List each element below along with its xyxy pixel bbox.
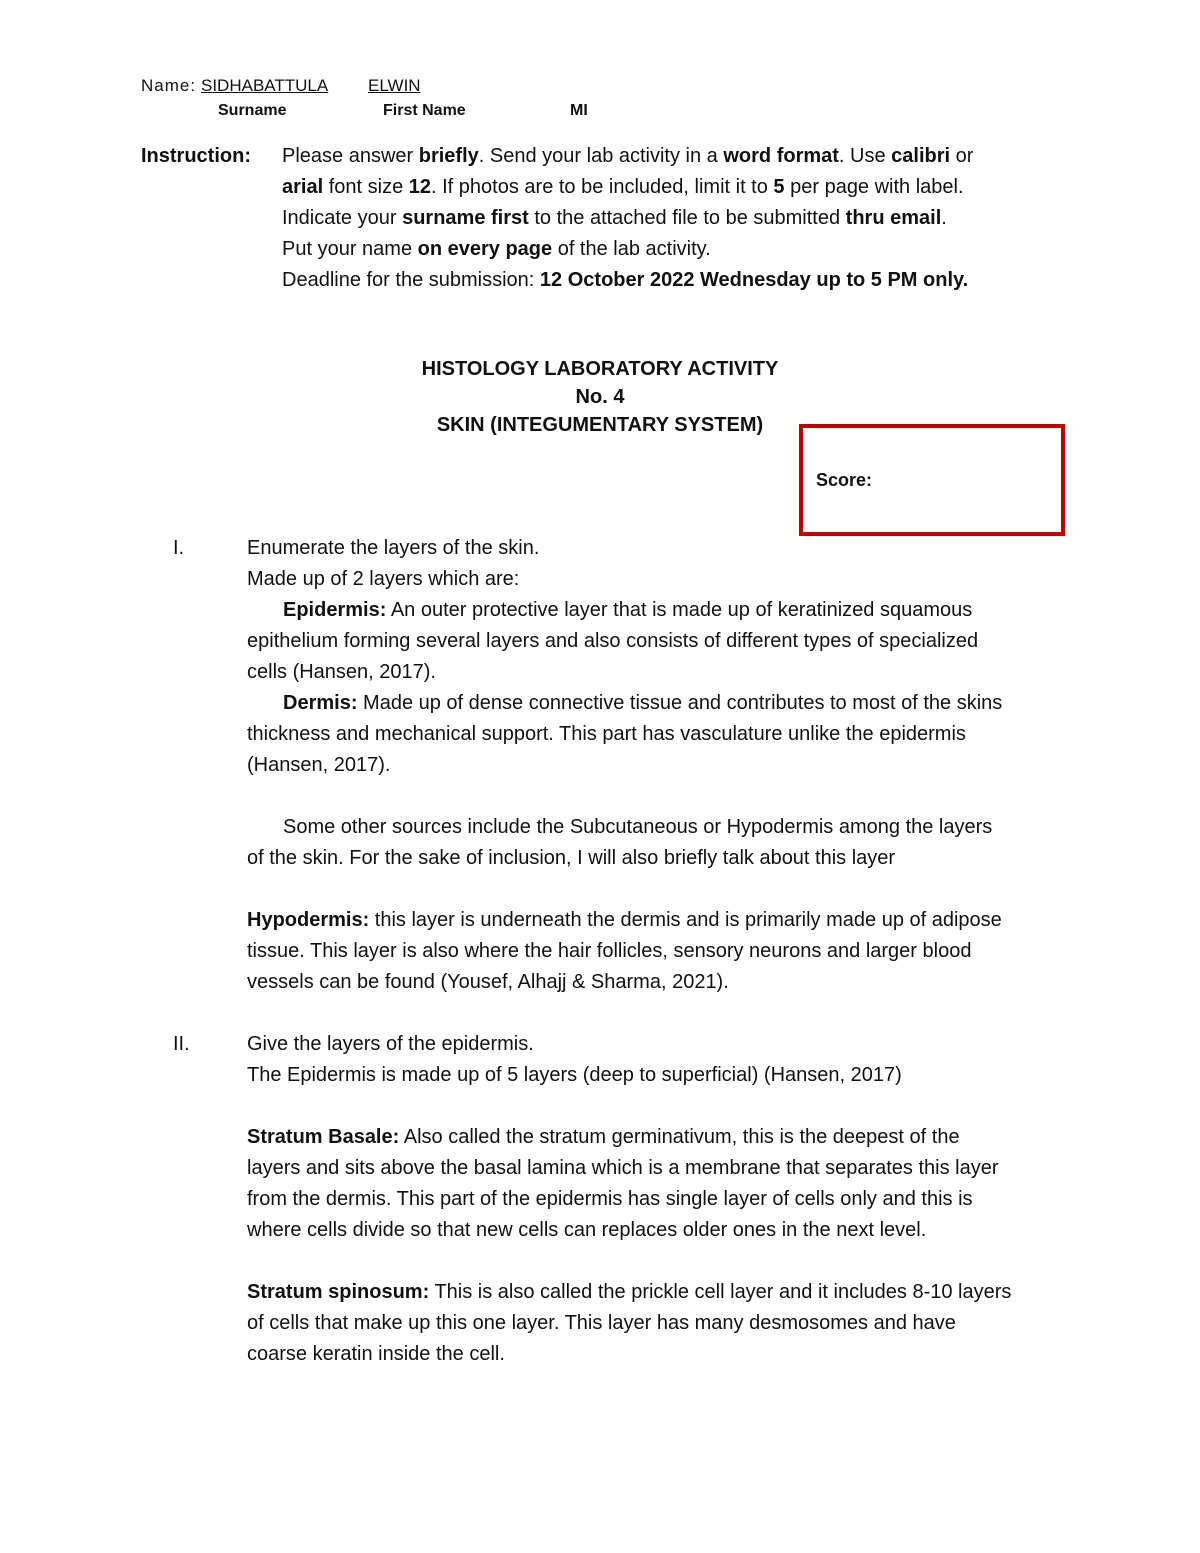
instruction-label: Instruction: bbox=[141, 145, 251, 167]
basale-line-3: from the dermis. This part of the epidermis has single layer of cells only and this is bbox=[247, 1188, 973, 1210]
section-1-question: Enumerate the layers of the skin. bbox=[247, 537, 540, 559]
instruction-line-3: Indicate your surname first to the attached file to be submitted thru email. bbox=[282, 207, 947, 229]
basale-line-1: Stratum Basale: Also called the stratum germinativum, this is the deepest of the bbox=[247, 1126, 960, 1148]
other-sources-line-1: Some other sources include the Subcutaneous or Hypodermis among the layers bbox=[283, 816, 993, 838]
dermis-line-1: Dermis: Made up of dense connective tissue and contributes to most of the skins bbox=[283, 692, 1003, 714]
activity-title: HISTOLOGY LABORATORY ACTIVITY bbox=[421, 358, 779, 380]
firstname-value: ELWIN bbox=[368, 76, 421, 95]
activity-number: No. 4 bbox=[575, 386, 625, 408]
spinosum-line-2: of cells that make up this one layer. This layer has many desmosomes and have bbox=[247, 1312, 956, 1334]
score-box bbox=[799, 424, 1065, 536]
section-2-number: II. bbox=[173, 1033, 190, 1055]
spinosum-line-3: coarse keratin inside the cell. bbox=[247, 1343, 505, 1365]
surname-caption: Surname bbox=[218, 102, 287, 119]
dermis-line-2: thickness and mechanical support. This part has vasculature unlike the epidermis bbox=[247, 723, 966, 745]
dermis-line-3: (Hansen, 2017). bbox=[247, 754, 391, 776]
instruction-line-4: Put your name on every page of the lab activity. bbox=[282, 238, 711, 260]
section-1-number: I. bbox=[173, 537, 185, 559]
activity-topic: SKIN (INTEGUMENTARY SYSTEM) bbox=[436, 414, 764, 436]
hypodermis-line-1: Hypodermis: this layer is underneath the dermis and is primarily made up of adipose bbox=[247, 909, 1002, 931]
firstname-caption: First Name bbox=[383, 102, 466, 119]
epidermis-line-2: epithelium forming several layers and also consists of different types of specialized bbox=[247, 630, 979, 652]
epidermis-line-1: Epidermis: An outer protective layer that is made up of keratinized squamous bbox=[283, 599, 973, 621]
basale-line-4: where cells divide so that new cells can replaces older ones in the next level. bbox=[247, 1219, 927, 1241]
epidermis-line-3: cells (Hansen, 2017). bbox=[247, 661, 436, 683]
mi-caption: MI bbox=[570, 102, 588, 119]
other-sources-line-2: of the skin. For the sake of inclusion, I will also briefly talk about this layer bbox=[247, 847, 896, 869]
hypodermis-line-2: tissue. This layer is also where the hair follicles, sensory neurons and larger blood bbox=[247, 940, 972, 962]
spinosum-line-1: Stratum spinosum: This is also called the prickle cell layer and it includes 8-10 layers bbox=[247, 1281, 1012, 1303]
section-1-intro: Made up of 2 layers which are: bbox=[247, 568, 520, 590]
instruction-line-5: Deadline for the submission: 12 October 2022 Wednesday up to 5 PM only. bbox=[282, 269, 969, 291]
hypodermis-line-3: vessels can be found (Yousef, Alhajj & Sharma, 2021). bbox=[247, 971, 729, 993]
name-label: Name: bbox=[141, 76, 197, 95]
basale-line-2: layers and sits above the basal lamina which is a membrane that separates this layer bbox=[247, 1157, 999, 1179]
score-label: Score: bbox=[816, 470, 873, 490]
section-2-question: Give the layers of the epidermis. bbox=[247, 1033, 534, 1055]
surname-value: SIDHABATTULA bbox=[201, 76, 329, 95]
instruction-line-1: Please answer briefly. Send your lab activity in a word format. Use calibri or bbox=[282, 145, 974, 167]
section-2-intro: The Epidermis is made up of 5 layers (deep to superficial) (Hansen, 2017) bbox=[247, 1064, 902, 1086]
instruction-line-2: arial font size 12. If photos are to be included, limit it to 5 per page with label. bbox=[282, 176, 964, 198]
